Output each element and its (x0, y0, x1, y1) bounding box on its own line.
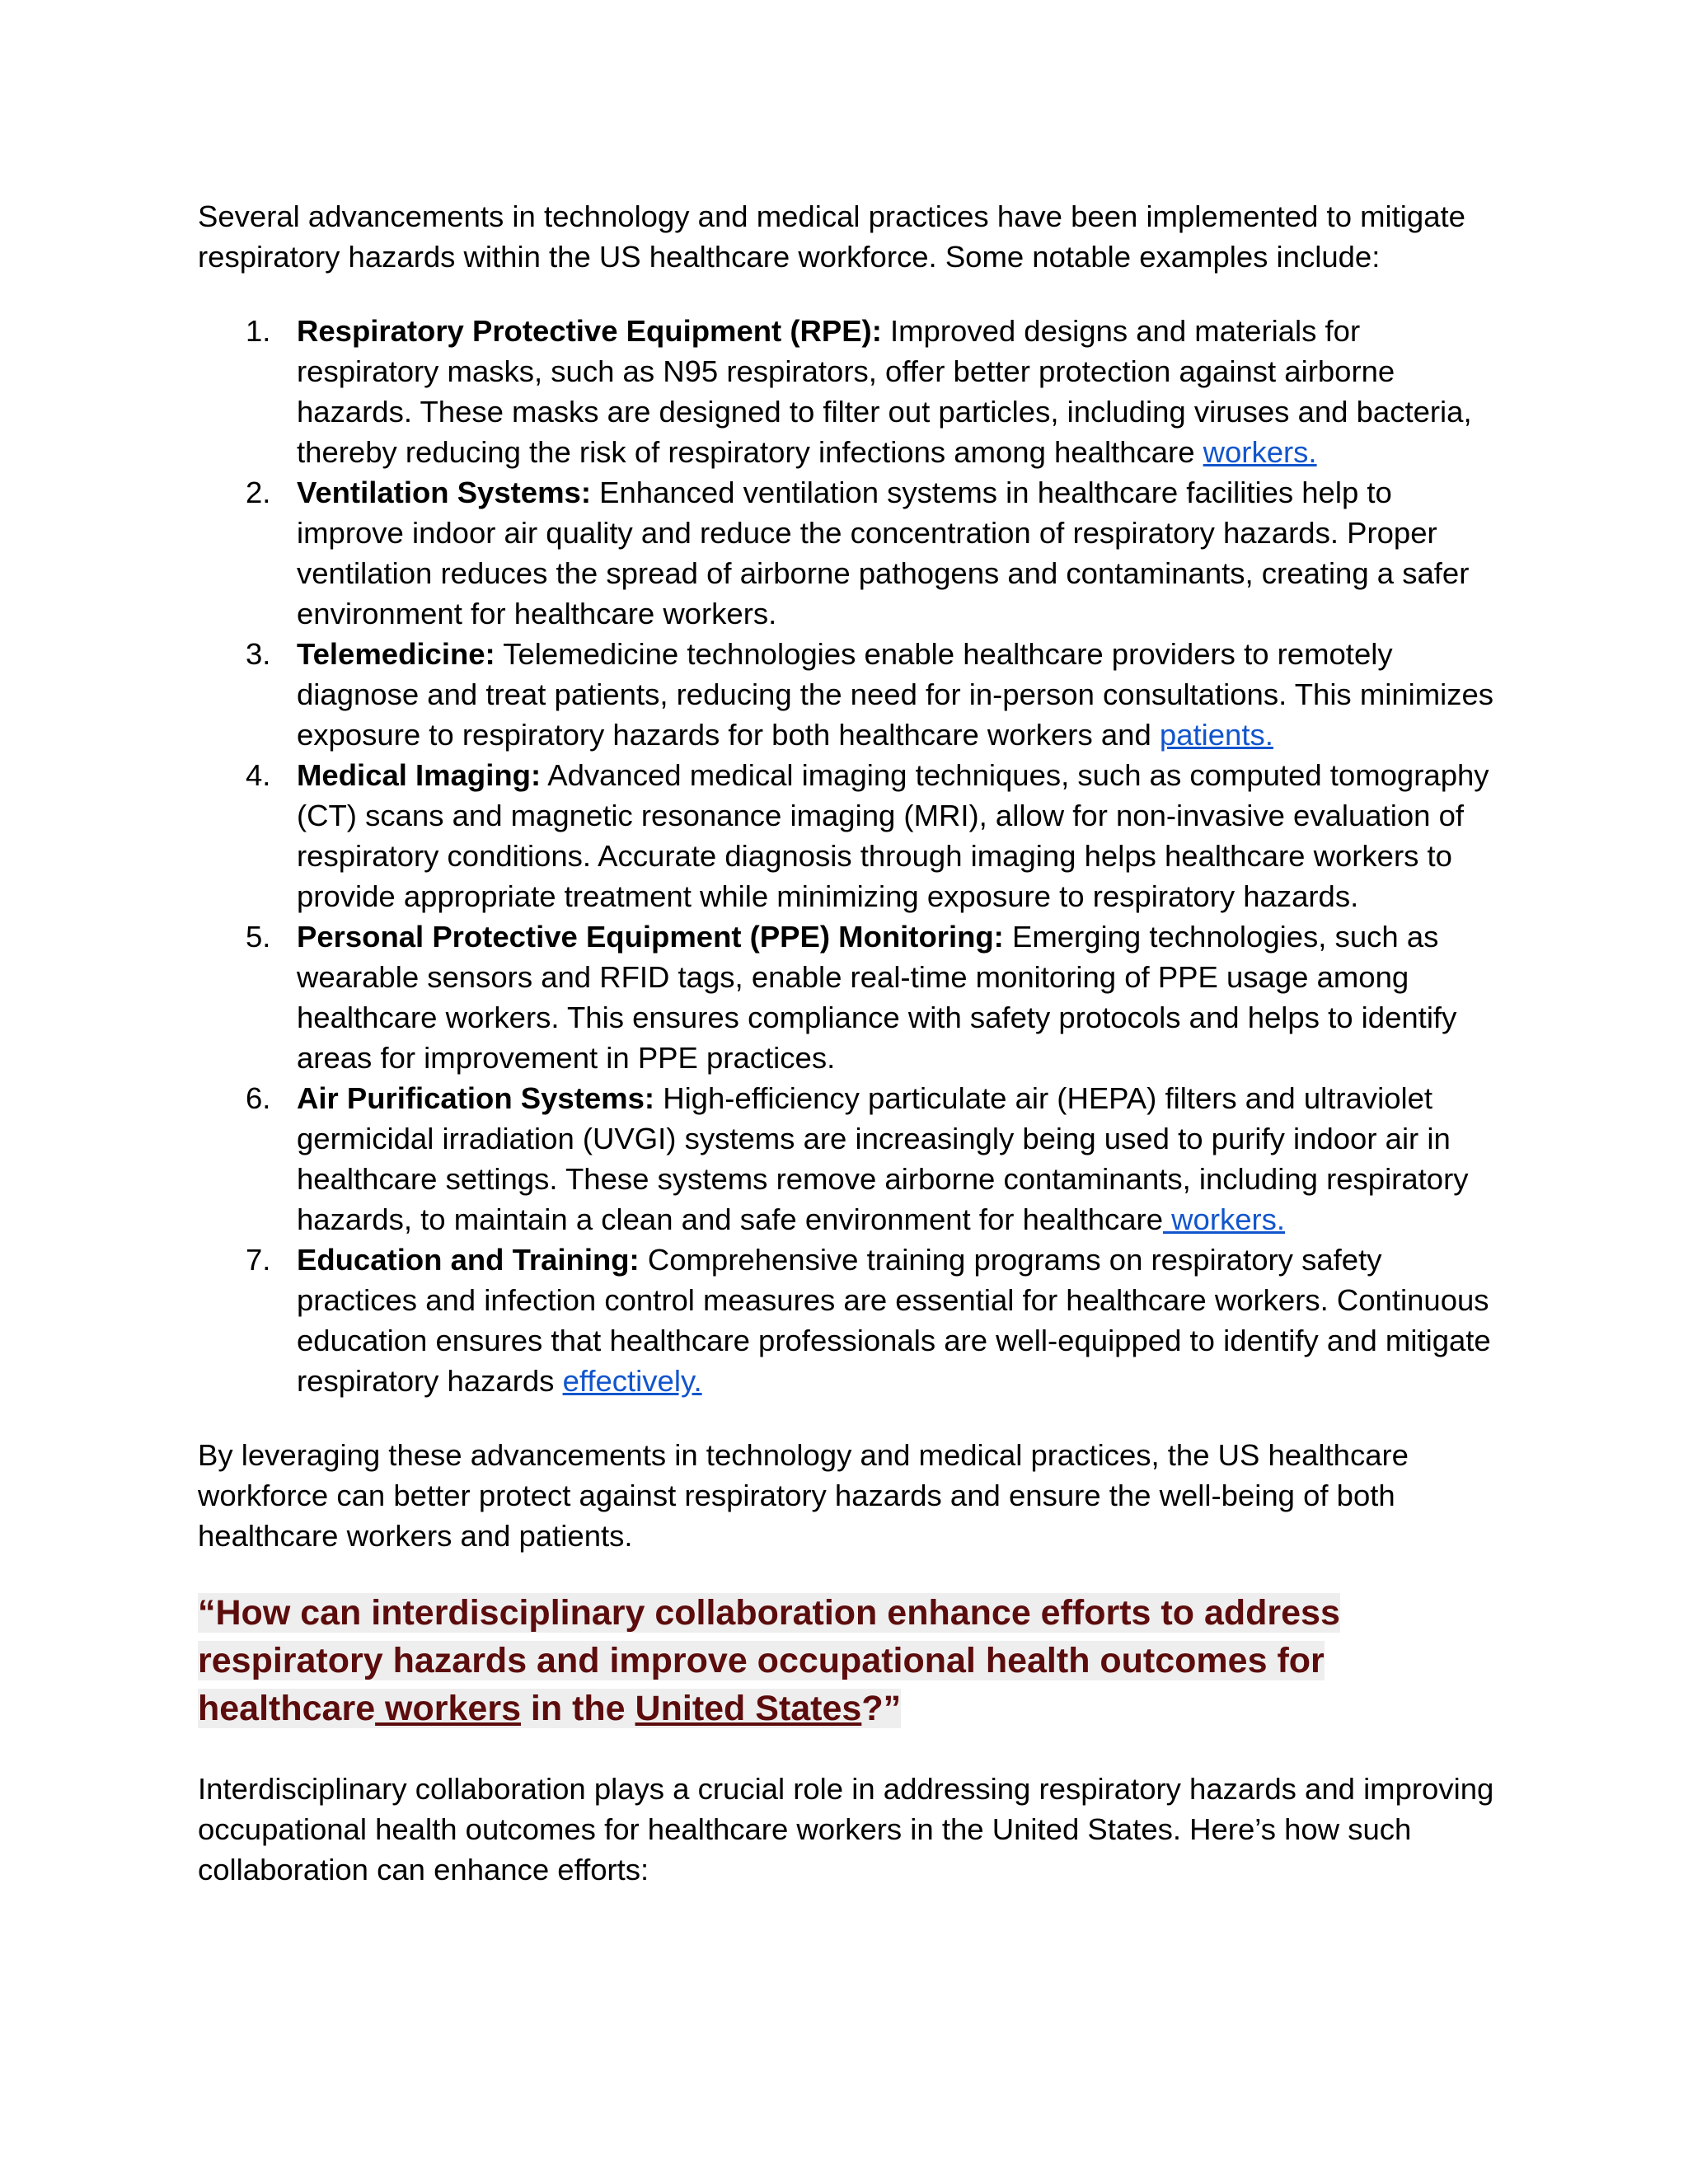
effectively-link[interactable]: effectively. (562, 1364, 702, 1398)
list-item-term: Telemedicine: (297, 637, 495, 671)
list-item (198, 916, 1500, 1078)
list-item-text: Telemedicine technologies enable healthcare providers to remotely diagnose and treat patients, reducing the need for in-person consultations. This minimizes exposure to respiratory hazards for both healthcare workers and (297, 637, 1494, 752)
patients-link[interactable]: patients. (1159, 718, 1273, 752)
list-item-number: 1. (246, 314, 271, 348)
heading-text: “How can interdisciplinary collaboration enhance efforts to address respiratory hazards and improve occupational health outcomes for healthcare (198, 1593, 1340, 1728)
section-heading (198, 1589, 1500, 1732)
list-item-number: 3. (246, 637, 271, 671)
document-page (198, 196, 1500, 1890)
list-item-term: Medical Imaging: (297, 758, 542, 792)
list-item (198, 311, 1500, 472)
workers-link[interactable]: workers. (1203, 435, 1317, 469)
list-item (198, 755, 1500, 916)
list-item-term: Education and Training: (297, 1243, 640, 1277)
list-item-term: Air Purification Systems: (297, 1081, 655, 1115)
list-item-text: Emerging technologies, such as wearable sensors and RFID tags, enable real-time monitoring of PPE usage among healthcare workers. This ensures compliance with safety protocols and helps to identify areas for improvement in PPE practices. (297, 920, 1457, 1075)
list-item-text: Enhanced ventilation systems in healthcare facilities help to improve indoor air quality and reduce the concentration of respiratory hazards. Proper ventilation reduces the spread of airborne pathogens and contaminants, creating a safer environment for healthcare workers. (297, 476, 1470, 630)
list-item-term: Ventilation Systems: (297, 476, 591, 509)
list-item-text: Comprehensive training programs on respiratory safety practices and infection control measures are essential for healthcare workers. Continuous education ensures that healthcare professionals are well-equipped to identify and mitigate respiratory hazards (297, 1243, 1491, 1398)
list-item (198, 1078, 1500, 1240)
list-item (198, 1240, 1500, 1401)
list-item-text: Improved designs and materials for respiratory masks, such as N95 respirators, offer better protection against airborne hazards. These masks are designed to filter out particles, including viruses and bacteria, thereby reducing the risk of respiratory infections among healthcare (297, 314, 1472, 469)
list-item-number: 6. (246, 1081, 271, 1115)
list-item (198, 472, 1500, 634)
list-item-term: Respiratory Protective Equipment (RPE): (297, 314, 882, 348)
heading-text: ?” (861, 1689, 902, 1728)
heading-text: in the (520, 1689, 635, 1728)
list-item-text: High-efficiency particulate air (HEPA) filters and ultraviolet germicidal irradiation (UVGI) systems are increasingly being used to purify indoor air in healthcare settings. These systems remove airborne contaminants, including respiratory hazards, to maintain a clean and safe environment for healthcare (297, 1081, 1469, 1236)
heading-underlined-workers: workers (375, 1689, 521, 1728)
heading-underlined-united-states: United States (635, 1689, 862, 1728)
list-item (198, 634, 1500, 755)
intro-paragraph: Several advancements in technology and medical practices have been implemented to mitigate respiratory hazards within the US healthcare workforce. Some notable examples include: (198, 199, 1465, 274)
list-item-term: Personal Protective Equipment (PPE) Monitoring: (297, 920, 1004, 954)
heading-highlight (198, 1593, 1340, 1728)
list-item-number: 2. (246, 476, 271, 509)
list-item-number: 7. (246, 1243, 271, 1277)
closing-paragraph: Interdisciplinary collaboration plays a crucial role in addressing respiratory hazards and improving occupational health outcomes for healthcare workers in the United States. Here’s how such collaboration can enhance efforts: (198, 1772, 1494, 1886)
conclusion-paragraph: By leveraging these advancements in technology and medical practices, the US healthcare workforce can better protect against respiratory hazards and ensure the well-being of both healthcare workers and patients. (198, 1438, 1409, 1553)
workers-link[interactable]: workers. (1163, 1202, 1286, 1236)
list-item-text: Advanced medical imaging techniques, such as computed tomography (CT) scans and magnetic resonance imaging (MRI), allow for non-invasive evaluation of respiratory conditions. Accurate diagnosis through imaging helps healthcare workers to provide appropriate treatment while minimizing exposure to respiratory hazards. (297, 758, 1489, 913)
advancements-list (198, 311, 1500, 1401)
list-item-number: 4. (246, 758, 271, 792)
list-item-number: 5. (246, 920, 271, 954)
